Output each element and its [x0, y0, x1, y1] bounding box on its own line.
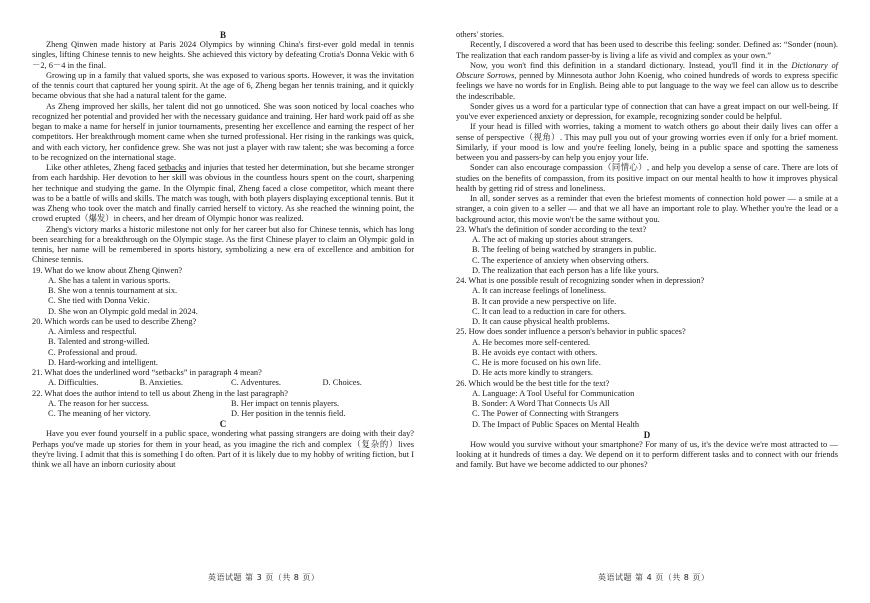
question-19: 19. What do we know about Zheng Qinwen? — [32, 265, 183, 275]
section-d-heading: D — [643, 429, 651, 440]
q23-option-b: B. The feeling of being watched by strangers in public. — [472, 245, 657, 255]
section-c-heading: C — [219, 419, 227, 430]
q23-option-d: D. The realization that each person has a life like yours. — [472, 265, 659, 275]
passage-c-continuation: others' stories. — [456, 30, 505, 39]
q25-option-a: A. He becomes more self-centered. — [472, 337, 591, 347]
dictionary-title: Dictionary of Obscure Sorrows — [456, 60, 838, 80]
q22-option-b: B. Her impact on tennis players. — [231, 398, 340, 408]
q22-options-row-2 — [32, 409, 414, 419]
page-footer-left: 英语试题 第 3 页（共 8 页） — [208, 573, 320, 582]
q20-option-c: C. Professional and proud. — [48, 347, 138, 357]
q20-option-a: A. Aimless and respectful. — [48, 327, 137, 336]
q23-option-a: A. The act of making up stories about strangers. — [472, 235, 633, 244]
section-b-heading: B — [219, 30, 226, 40]
q19-option-a: A. She has a talent in various sports. — [48, 275, 171, 285]
q21-options — [32, 378, 414, 388]
question-23: 23. What's the definition of sonder according to the text? — [456, 224, 647, 234]
q25-option-c: C. He is more focused on his own life. — [472, 358, 601, 367]
q26-option-d: D. The Impact of Public Spaces on Mental Health — [472, 419, 640, 429]
q22-option-a: A. The reason for her success. — [48, 398, 150, 408]
q26-option-c: C. The Power of Connecting with Strangers — [472, 409, 619, 419]
page-footer-right: 英语试题 第 4 页（共 8 页） — [598, 573, 710, 582]
q19-option-d: D. She won an Olympic gold medal in 2024. — [48, 306, 198, 316]
q24-option-d: D. It can cause physical health problems. — [472, 317, 610, 326]
passage-c-paragraph-7: In all, sonder serves as a reminder that even the briefest moments of connection hold power — a smile at a stranger, a coin given to a seller — and that we all have an important role to play. Whether you're the lead or a background actor, this movie won't be the same without you. — [456, 194, 838, 224]
passage-c-paragraph-3 — [456, 61, 838, 102]
q22-option-d: D. Her position in the tennis field. — [231, 409, 346, 418]
passage-b-paragraph-1: Zheng Qinwen made history at Paris 2024 Olympics by winning China's first-ever gold medal in tennis singles, lifting Chinese tennis to new heights. She achieved this victory by defeating Crotia's Donna Vekic with 6－2, 6－4 in the final. — [32, 40, 414, 70]
passage-d-paragraph-1: How would you survive without your smartphone? For many of us, it's the device we're most attracted to — looking at it hundreds of times a day. We depend on it to perform different tasks and to connect with our friends and family. But have we become addicted to our phones? — [456, 439, 838, 470]
q26-option-a: A. Language: A Tool Useful for Communication — [472, 388, 635, 398]
passage-b-paragraph-4 — [32, 163, 414, 225]
underlined-word-setbacks: setbacks — [157, 163, 187, 172]
passage-c-paragraph-6: Sonder can also encourage compassion（同情心）, and help you develop a sense of care. There are lots of studies on the benefits of compassion, from its positive impact on our mental health to how it improves physical health by getting rid of stress and loneliness. — [456, 163, 838, 193]
q19-option-b: B. She won a tennis tournament at six. — [48, 286, 178, 295]
question-22: 22. What does the author intend to tell us about Zheng in the last paragraph? — [32, 388, 288, 398]
passage-c-paragraph-4: Sonder gives us a word for a particular type of connection that can have a great impact on our well-being. If you've ever experienced anxiety or depression, for example, recognizing sonder could be helpful. — [456, 101, 838, 121]
question-24: 24. What is one possible result of recognizing sonder when in depression? — [456, 276, 705, 285]
passage-b-paragraph-2: Growing up in a family that valued sports, she was exposed to various sports. However, it was the invitation of the tennis court that captured her young spirit. At the age of 6, Zheng began her tennis training, and it quickly became obvious that she had a natural talent for the game. — [32, 70, 414, 101]
right-page-column — [456, 30, 838, 471]
q23-option-c: C. The experience of anxiety when observing others. — [472, 255, 649, 265]
q24-option-c: C. It can lead to a reduction in care for others. — [472, 306, 626, 316]
q19-option-c: C. She tied with Donna Vekic. — [48, 296, 150, 306]
question-26: 26. Which would be the best title for the text? — [456, 378, 610, 388]
q25-option-b: B. He avoids eye contact with others. — [472, 347, 598, 357]
passage-c-paragraph-1: Have you ever found yourself in a public space, wondering what passing strangers are doing with their day? Perhaps you've made up stories for them in your head, as you imagine the rich and complex（复杂的）lives they're living. I admit that this is something I do often. Part of it is likely due to my hobby of writing fiction, but I think we all have an inborn curiosity about — [32, 429, 414, 469]
q22-options-row-1 — [32, 399, 414, 409]
passage-c-paragraph-2: Recently, I discovered a word that has been used to describe this feeling: sonder. Defined as: “Sonder (noun). The realization that each random passer-by is living a life as vivid and complex as your own.” — [456, 40, 838, 60]
q24-option-a: A. It can increase feelings of loneliness. — [472, 286, 606, 296]
q22-option-c: C. The meaning of her victory. — [48, 409, 151, 418]
q26-option-b: B. Sonder: A Word That Connects Us All — [472, 399, 610, 408]
q21-option-b: B. Anxieties. — [139, 378, 184, 388]
passage-c-paragraph-5: If your head is filled with worries, taking a moment to watch others go about their daily lives can offer a sense of perspective（视角）. This may pull you out of your growing worries even if only for a brief moment. Similarly, if your mood is low and you're feeling lonely, being in a public space and spotting the sameness between you and passers-by can help you enjoy your life. — [456, 122, 838, 162]
left-page-column — [32, 30, 414, 470]
q25-option-d: D. He acts more kindly to strangers. — [472, 368, 593, 378]
question-20: 20. Which words can be used to describe Zheng? — [32, 316, 197, 326]
p-dict-text-1: Now, you won't find this definition in a standard dictionary. Instead, you'll find it in the — [470, 60, 792, 70]
passage-b-paragraph-5: Zheng's victory marks a historic milestone not only for her career but also for Chinese tennis, which has long been searching for a breakthrough on the Olympic stage. As the first Chinese player to claim an Olympic gold in tennis, her name will be remembered in sports history, symbolizing a new era of excellence and ambition for Chinese tennis. — [32, 224, 414, 265]
question-25: 25. How does sonder influence a person's behavior in public spaces? — [456, 327, 686, 337]
p4-text-before: Like other athletes, Zheng faced — [46, 163, 158, 172]
question-21: 21. What does the underlined word “setbacks” in paragraph 4 mean? — [32, 368, 262, 377]
q20-option-b: B. Talented and strong-willed. — [48, 337, 150, 347]
q24-option-b: B. It can provide a new perspective on life. — [472, 296, 617, 306]
p-dict-text-2: , penned by Minnesota author John Koenig, who coined hundreds of words to express specific feelings we have no words for in English. Being able to put language to the way we feel can allow us to describe the indescribable. — [456, 71, 839, 101]
passage-b-paragraph-3: As Zheng improved her skills, her talent did not go unnoticed. She was soon noticed by local coaches who recognized her potential and provided her with the necessary guidance and training. Her hard work paid off as she began to make a name for herself in junior tournaments, presenting her excellence and earning the respect of her competitors. Her breakthrough moment came when she turned professional. Her rising in the rankings was quick, and with each victory, her confidence grew. She was not just a player with raw talent; she was becoming a force to be recognized on the international stage. — [32, 101, 414, 162]
p4-text-after: and injuries that tested her determination, but she became stronger from each hardship. Her devotion to her skill was obvious in the countless hours spent on the court, sharpening her technique and studying the game. In the Olympic final, Zheng faced a close competitor, which meant there was to be a battle of wills and skills. The match was tough, with both players displaying exceptional tennis. But it was Zheng who took over the match and finally carried herself to victory. As she reached the winning point, the crowd erupted（爆发）in cheers, and her dream of Olympic honor was realized. — [32, 163, 414, 224]
q20-option-d: D. Hard-working and intelligent. — [48, 357, 159, 367]
q21-option-c: C. Adventures. — [231, 378, 282, 388]
q21-option-a: A. Difficulties. — [48, 378, 99, 388]
q21-option-d: D. Choices. — [322, 378, 362, 388]
